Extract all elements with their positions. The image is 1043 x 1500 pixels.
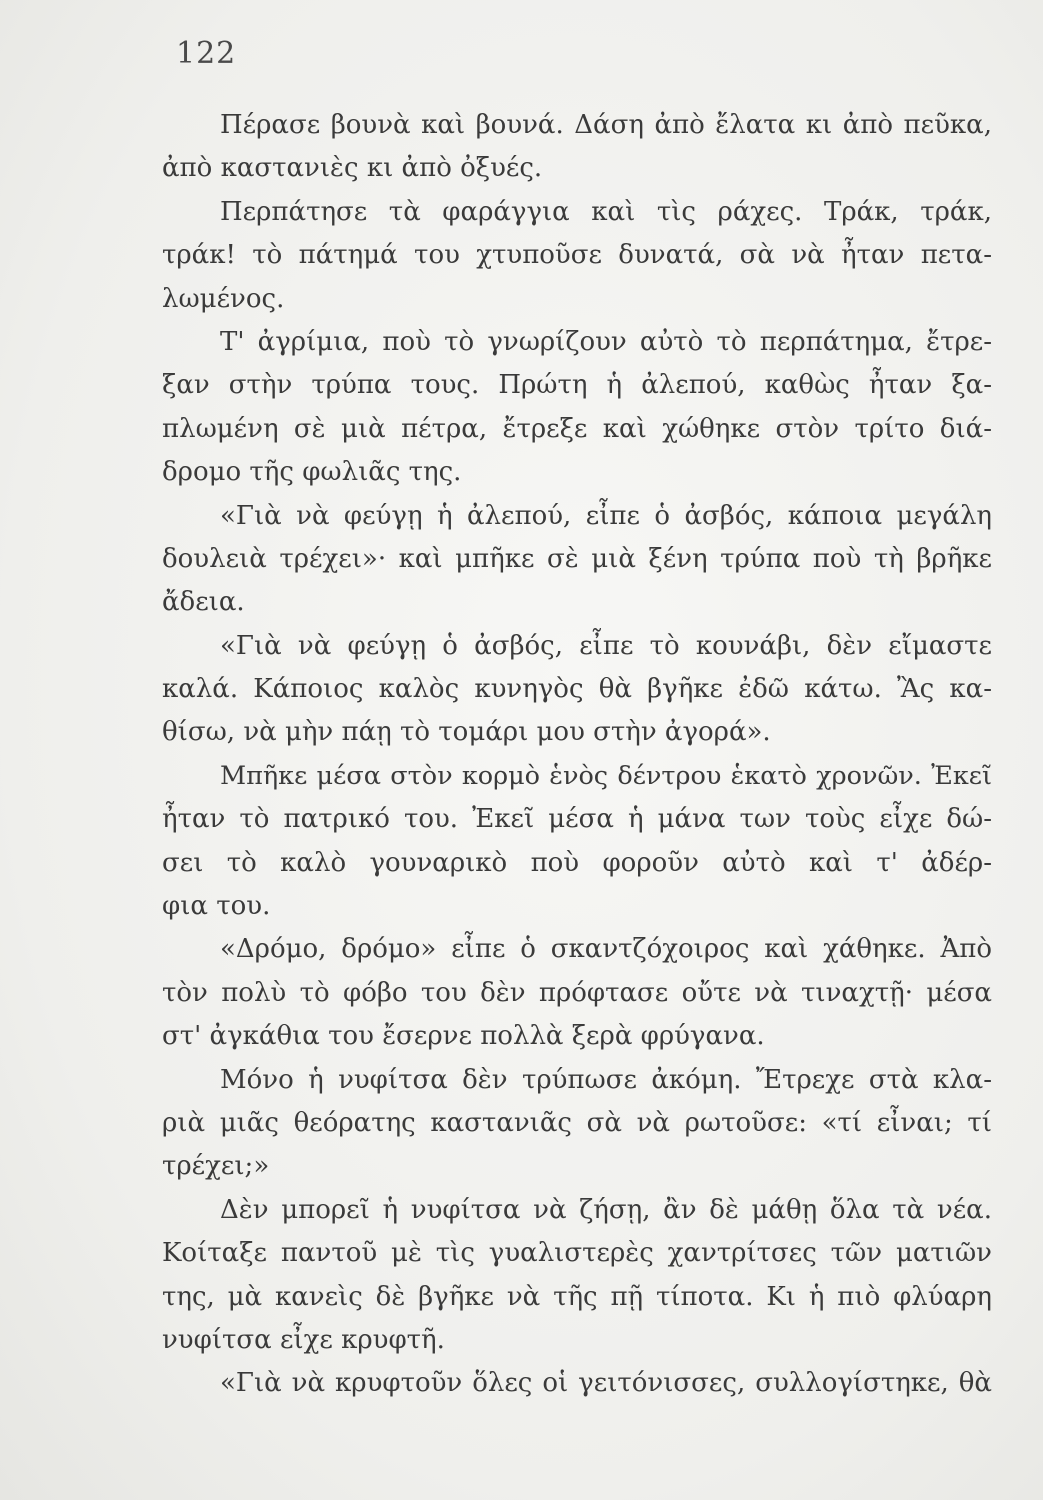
text-line: Κοίταξε παντοῦ μὲ τὶς γυαλιστερὲς χαντρίτσες τῶν ματιῶν [162,1238,992,1269]
text-line: Μπῆκε μέσα στὸν κορμὸ ἑνὸς δέντρου ἑκατὸ χρονῶν. Ἐκεῖ [220,760,992,791]
text-line: ξαν στὴν τρύπα τους. Πρώτη ἡ ἀλεπού, καθὼς ἦταν ξα- [162,370,992,401]
text-line: Περπάτησε τὰ φαράγγια καὶ τὶς ράχες. Τράκ, τράκ, [220,196,992,227]
text-line: δρομο τῆς φωλιᾶς της. [162,457,462,488]
page-number: 122 [176,36,237,71]
text-line: Δὲν μπορεῖ ἡ νυφίτσα νὰ ζήσῃ, ἂν δὲ μάθῃ ὅλα τὰ νέα. [220,1194,992,1225]
text-line: Πέρασε βουνὰ καὶ βουνά. Δάση ἀπὸ ἔλατα κι ἀπὸ πεῦκα, [220,110,992,140]
text-line: τράκ! τὸ πάτημά του χτυποῦσε δυνατά, σὰ νὰ ἦταν πετα- [162,240,992,271]
text-line: καλά. Κάποιος καλὸς κυνηγὸς θὰ βγῆκε ἐδῶ κάτω. Ἂς κα- [162,674,992,705]
text-line: «Γιὰ νὰ φεύγῃ ὁ ἀσβός, εἶπε τὸ κουνάβι, δὲν εἴμαστε [220,630,992,661]
text-line: Τ' ἀγρίμια, ποὺ τὸ γνωρίζουν αὐτὸ τὸ περπάτημα, ἔτρε- [220,326,992,357]
text-line: ἀπὸ καστανιὲς κι ἀπὸ ὀξυές. [162,153,543,184]
text-line: ριὰ μιᾶς θεόρατης καστανιᾶς σὰ νὰ ρωτοῦσε: «τί εἶναι; τί [162,1107,992,1138]
text-line: ἦταν τὸ πατρικό του. Ἐκεῖ μέσα ἡ μάνα των τοὺς εἶχε δώ- [162,804,992,835]
text-line: σει τὸ καλὸ γουναρικὸ ποὺ φοροῦν αὐτὸ καὶ τ' ἀδέρ- [162,847,992,878]
text-line: θίσω, νὰ μὴν πάῃ τὸ τομάρι μου στὴν ἀγορά». [162,717,771,748]
text-line: της, μὰ κανεὶς δὲ βγῆκε νὰ τῆς πῇ τίποτα. Κι ἡ πιὸ φλύαρη [162,1281,992,1312]
text-line: Μόνο ἡ νυφίτσα δὲν τρύπωσε ἀκόμη. Ἔτρεχε στὰ κλα- [220,1064,992,1095]
text-line: στ' ἀγκάθια του ἔσερνε πολλὰ ξερὰ φρύγανα. [162,1021,765,1052]
text-line: «Γιὰ νὰ κρυφτοῦν ὅλες οἱ γειτόνισσες, συλλογίστηκε, θὰ [220,1368,992,1399]
text-line: «Δρόμο, δρόμο» εἶπε ὁ σκαντζόχοιρος καὶ χάθηκε. Ἀπὸ [220,934,992,965]
text-line: δουλειὰ τρέχει»· καὶ μπῆκε σὲ μιὰ ξένη τρύπα ποὺ τὴ βρῆκε [162,543,992,574]
text-line: τὸν πολὺ τὸ φόβο του δὲν πρόφτασε οὔτε νὰ τιναχτῇ· μέσα [162,977,992,1008]
text-line: «Γιὰ νὰ φεύγῃ ἡ ἀλεπού, εἶπε ὁ ἀσβός, κάποια μεγάλη [220,500,992,531]
text-line: λωμένος. [162,283,285,314]
text-line: νυφίτσα εἶχε κρυφτῆ. [162,1324,445,1355]
text-line: φια του. [162,891,271,922]
text-line: τρέχει;» [162,1151,270,1182]
text-line: ἄδεια. [162,587,245,618]
text-line: πλωμένη σὲ μιὰ πέτρα, ἔτρεξε καὶ χώθηκε στὸν τρίτο διά- [162,413,992,444]
body-text [162,104,992,1406]
